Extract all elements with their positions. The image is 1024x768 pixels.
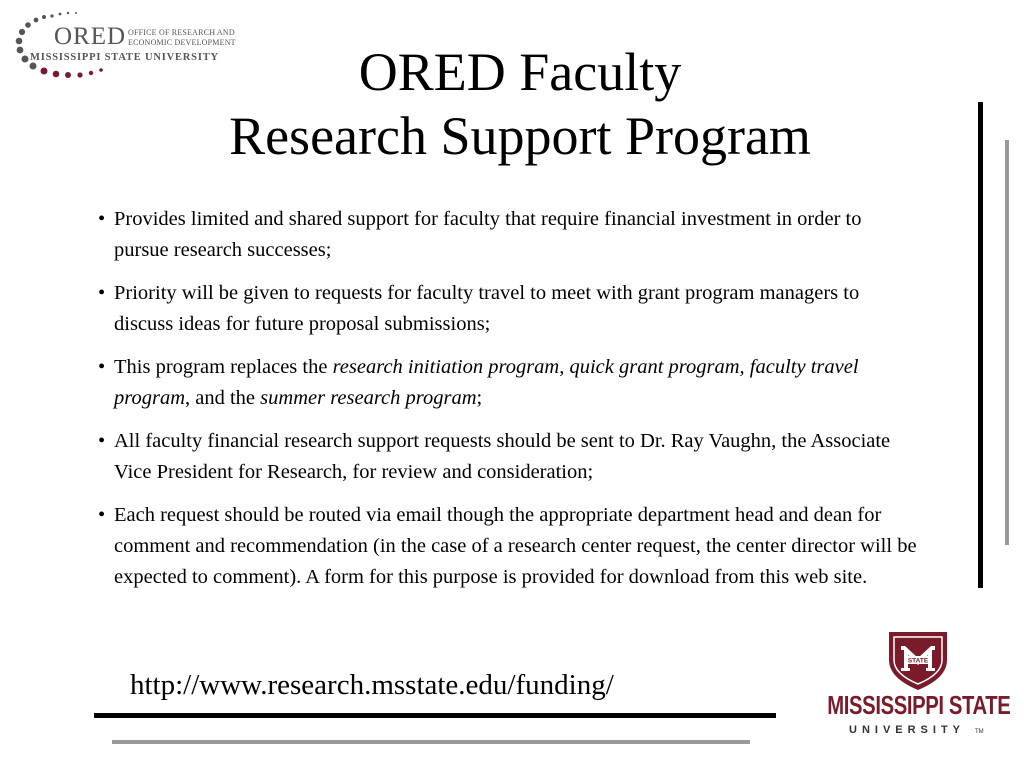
- msu-logo-university: UNIVERSITY: [849, 724, 966, 736]
- ored-logo-office-line2: ECONOMIC DEVELOPMENT: [128, 38, 236, 47]
- msu-shield-text: STATE: [907, 657, 929, 665]
- bullet-dot: •: [98, 356, 106, 378]
- bullet-item: [98, 278, 920, 340]
- slide-title-line1: ORED Faculty: [358, 42, 682, 102]
- ored-logo-university: MISSISSIPPI STATE UNIVERSITY: [30, 52, 219, 63]
- funding-url-link[interactable]: http://www.research.msstate.edu/funding/: [130, 669, 614, 701]
- bullet-dot: •: [98, 208, 106, 230]
- horizontal-rule-black: [94, 713, 776, 718]
- slide-title-line2: Research Support Program: [229, 106, 811, 166]
- bullet-text: All faculty financial research support requests should be sent to Dr. Ray Vaughn, the Associate Vice President for Research, for review and consideration;: [114, 430, 891, 483]
- bullet-text-part: This program replaces the: [114, 356, 333, 378]
- bullet-text-part: ;: [476, 387, 483, 409]
- program-name-italic: research initiation program: [332, 356, 560, 378]
- bullet-text: [114, 356, 859, 409]
- vertical-bar-black: [978, 102, 983, 588]
- bullet-text: Provides limited and shared support for faculty that require financial investment in order to pursue research successes;: [114, 208, 862, 261]
- bullet-item: [98, 352, 920, 414]
- msu-logo: [815, 626, 1021, 762]
- bullet-item: [98, 500, 920, 593]
- bullet-dot: •: [98, 504, 106, 526]
- horizontal-rule-gray: [112, 740, 750, 744]
- bullet-item: [98, 426, 920, 488]
- bullet-dot: •: [98, 430, 106, 452]
- bullet-text: Priority will be given to requests for faculty travel to meet with grant program managers to discuss ideas for future proposal submissions;: [114, 282, 860, 335]
- vertical-bar-gray: [1005, 140, 1009, 545]
- program-name-italic: summer research program: [260, 387, 477, 409]
- bullet-dot: •: [98, 282, 106, 304]
- program-name-italic: quick grant program, faculty travel program: [114, 356, 859, 409]
- bullet-text: Each request should be routed via email though the appropriate department head and dean for comment and recommendation (in the case of a research center request, the center director will be expected to comment). A form for this purpose is provided for download from this web site.: [114, 504, 917, 588]
- ored-logo-office-line1: OFFICE OF RESEARCH AND: [128, 28, 235, 37]
- bullet-list: [98, 204, 920, 605]
- bullet-text-part: , and the: [185, 387, 261, 409]
- msu-logo-name: MISSISSIPPI STATE: [827, 690, 1011, 720]
- msu-logo-trademark: TM: [975, 729, 984, 735]
- msu-shield-icon: [815, 626, 1021, 692]
- bullet-item: [98, 204, 920, 266]
- bullet-text-part: ,: [559, 356, 570, 378]
- slide-title: [140, 40, 900, 168]
- ored-logo-word: ORED: [54, 23, 127, 50]
